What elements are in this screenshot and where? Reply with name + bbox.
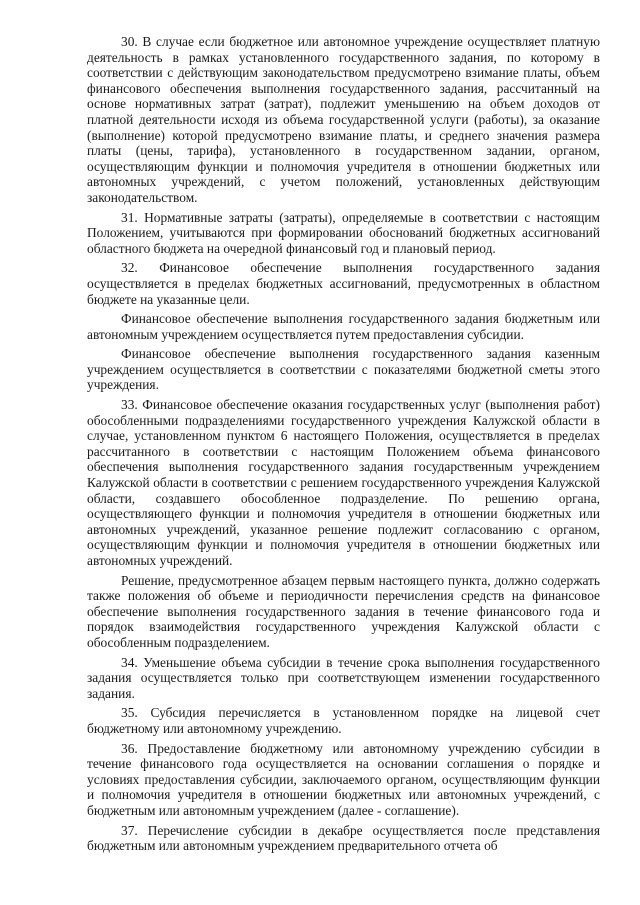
- paragraph-32-subsidy: Финансовое обеспечение выполнения государственного задания бюджетным или автономным учреждением осуществляется путем предоставления субсидии.: [87, 311, 600, 342]
- paragraph-34: 34. Уменьшение объема субсидии в течение срока выполнения государственного задания осуществляется только при соответствующем изменении государственного задания.: [87, 654, 600, 701]
- paragraph-32-treasury: Финансовое обеспечение выполнения государственного задания казенным учреждением осуществляется в соответствии с показателями бюджетной сметы этого учреждения.: [87, 346, 600, 393]
- paragraph-33: 33. Финансовое обеспечение оказания государственных услуг (выполнения работ) обособленными подразделениями государственного учреждения Калужской области в случае, установленном пунктом 6 настоящего Положения, осуществляется в пределах рассчитанного в соответствии с настоящим Положением объема финансового обеспечения выполнения государственного задания государственным учреждением Калужской области в соответствии с решением государственного учреждения Калужской области, создавшего обособленное подразделение. По решению органа, осуществляющего функции и полномочия учредителя в отношении бюджетных или автономных учреждений, указанное решение подлежит согласованию с органом, осуществляющим функции и полномочия учредителя в отношении бюджетных или автономных учреждений.: [87, 397, 600, 568]
- paragraph-37: 37. Перечисление субсидии в декабре осуществляется после представления бюджетным или автономным учреждением предварительного отчета об: [87, 822, 600, 854]
- paragraph-33-decision: Решение, предусмотренное абзацем первым настоящего пункта, должно содержать также положения об объеме и периодичности перечисления средств на финансовое обеспечение выполнения государственного задания в течение финансового года и порядок взаимодействия государственного учреждения Калужской области с обособленным подразделением.: [87, 572, 600, 650]
- paragraph-36: 36. Предоставление бюджетному или автономному учреждению субсидии в течение финансового года осуществляется на основании соглашения о порядке и условиях предоставления субсидии, заключаемого органом, осуществляющим функции и полномочия учредителя в отношении бюджетных или автономных учреждений, с бюджетным или автономным учреждением (далее - соглашение).: [87, 740, 600, 818]
- paragraph-31: 31. Нормативные затраты (затраты), определяемые в соответствии с настоящим Положением, учитываются при формировании обоснований бюджетных ассигнований областного бюджета на очередной финансовый год и плановый период.: [87, 209, 600, 256]
- paragraph-30: 30. В случае если бюджетное или автономное учреждение осуществляет платную деятельность в рамках установленного государственного задания, по которому в соответствии с действующим законодательством предусмотрено взимание платы, объем финансового обеспечения выполнения государственного задания, рассчитанный на основе нормативных затрат (затрат), подлежит уменьшению на объем доходов от платной деятельности исходя из объема государственной услуги (работы), за оказание (выполнение) которой предусмотрено взимание платы, и среднего значения размера платы (цены, тарифа), установленного в государственном задании, органом, осуществляющим функции и полномочия учредителя в отношении бюджетных или автономных учреждений, с учетом положений, установленных действующим законодательством.: [87, 34, 600, 205]
- paragraph-35: 35. Субсидия перечисляется в установленном порядке на лицевой счет бюджетному или автономному учреждению.: [87, 705, 600, 736]
- paragraph-32: 32. Финансовое обеспечение выполнения государственного задания осуществляется в пределах бюджетных ассигнований, предусмотренных в областном бюджете на указанные цели.: [87, 260, 600, 307]
